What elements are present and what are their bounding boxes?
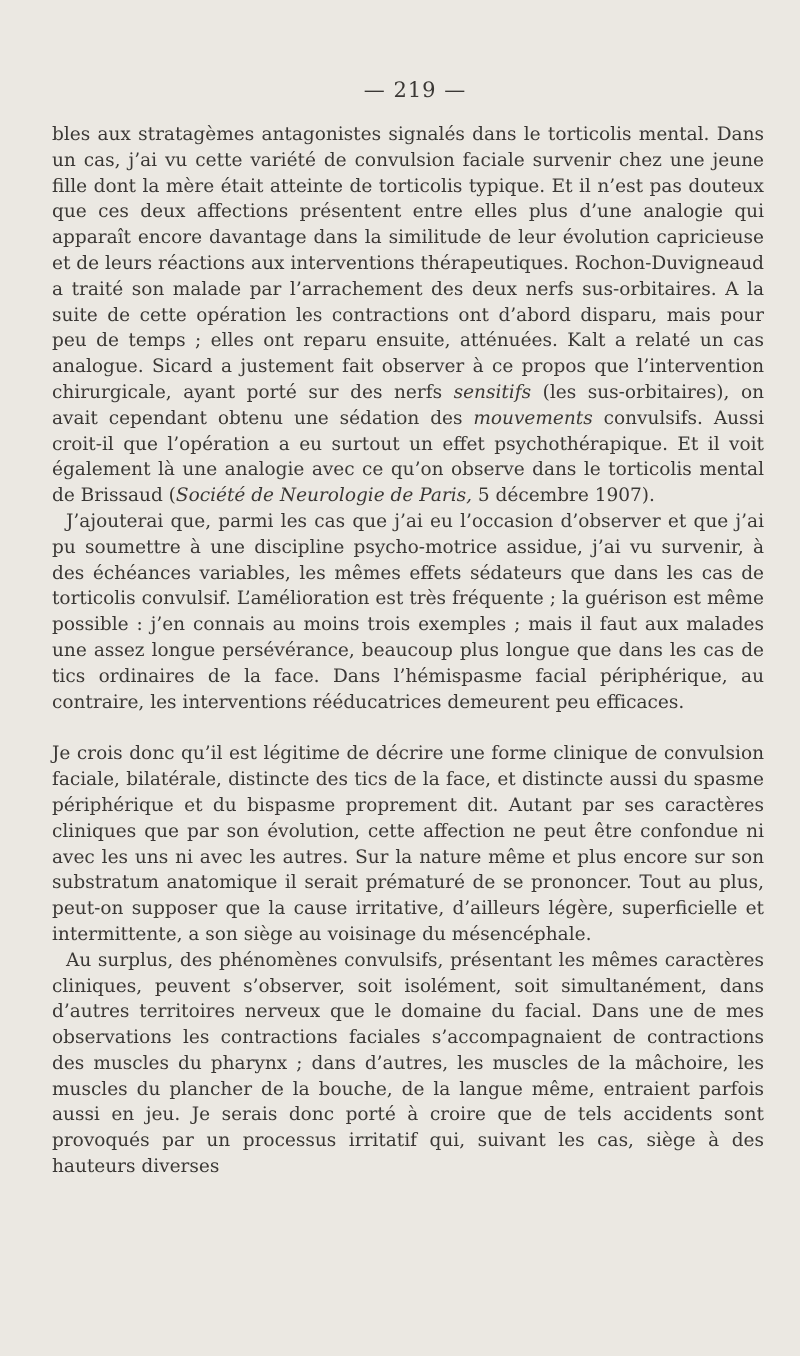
paragraph-1-text: bles aux stratagèmes antagonistes signalés dans le torticolis mental. Dans un cas, j’ai vu cette variété de convulsion faciale survenir chez une jeune fille dont la mère était atteinte de torticolis typique. Et il n’est pas douteux que ces deux affections présentent entre elles plus d’une analogie qui apparaît encore davantage dans la similitude de leur évolution capricieuse et de leurs réactions aux interventions thérapeutiques. Rochon-Duvigneaud a traité son malade par l’arrachement des deux nerfs sus-orbitaires. A la suite de cette opération les contractions ont d’abord disparu, mais pour peu de temps ; elles ont reparu ensuite, atténuées. Kalt a relaté un cas analogue. Sicard a justement fait observer à ce propos que l’intervention chirurgicale, ayant porté sur des nerfs [52,124,764,403]
italic-citation: Société de Neurologie de Paris, [175,485,473,507]
paragraph-1-text-3: convulsifs. Aussi croit-il que l’opération a eu surtout un effet psychothérapique. Et il voit également là une analogie avec ce qu’on observe dans le torticolis mental de Brissaud ( [52,407,764,507]
paragraph-1-text-4: 5 décembre 1907). [472,485,655,507]
paragraph-1 [52,122,764,509]
italic-mouvements: mouvements [473,407,593,429]
paragraph-1-text-2: (les sus-orbitaires), on avait cependant obtenu une sédation des [52,381,764,429]
paragraph-4: Au surplus, des phénomènes convulsifs, présentant les mêmes caractères cliniques, peuvent s’observer, soit isolément, soit simultanément, dans d’autres territoires nerveux que le domaine du facial. Dans une de mes observations les contractions faciales s’accompagnaient de contractions des muscles du pharynx ; dans d’autres, les muscles de la mâchoire, les muscles du plancher de la bouche, de la langue même, entraient parfois aussi en jeu. Je serais donc porté à croire que de tels accidents sont provoqués par un processus irritatif qui, suivant les cas, siège à des hauteurs diverses [52,949,764,1178]
paragraph-3: Je crois donc qu’il est légitime de décrire une forme clinique de convulsion faciale, bilatérale, distincte des tics de la face, et distincte aussi du spasme périphérique et du bispasme proprement dit. Autant par ses caractères cliniques que par son évolution, cette affection ne peut être confondue ni avec les uns ni avec les autres. Sur la nature même et plus encore sur son substratum anatomique il serait prématuré de se prononcer. Tout au plus, peut-on supposer que la cause irritative, d’ailleurs légère, superficielle et intermittente, a son siège au voisinage du mésencéphale. [52,743,764,945]
italic-sensitifs: sensitifs [453,381,532,403]
page-number: — 219 — [363,78,467,102]
paragraph-2: J’ajouterai que, parmi les cas que j’ai eu l’occasion d’observer et que j’ai pu soumettre à une discipline psycho-motrice assidue, j’ai vu survenir, à des échéances variables, les mêmes effets sédateurs que dans les cas de torticolis convulsif. L’amélioration est très fréquente ; la guérison est même possible : j’en connais au moins trois exemples ; mais il faut aux malades une assez longue persévérance, beaucoup plus longue que dans les cas de tics ordinaires de la face. Dans l’hémispasme facial périphérique, au contraire, les interventions rééducatrices demeurent peu efficaces. [52,510,764,713]
